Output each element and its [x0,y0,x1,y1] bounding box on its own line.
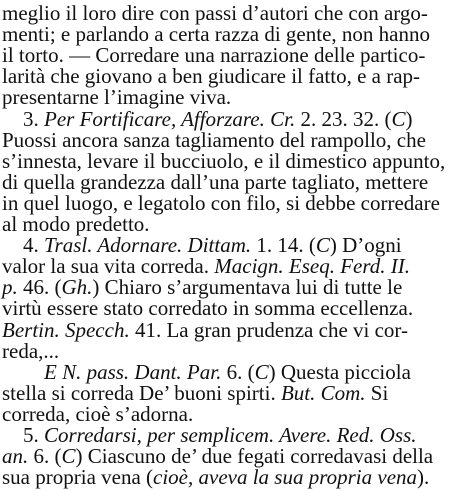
italic-span: Gh. [61,275,93,300]
text-span: 46. ( [17,275,62,300]
text-span: 4. [2,233,44,258]
italic-span: C [61,444,76,469]
text-span: correda, cioè s’adorna. [2,401,194,426]
italic-span: C [254,359,269,384]
text-span: il torto. — Corredare una narrazione delle partico- [2,43,426,68]
italic-span: Trasl. Adornare. Dittam. [44,233,252,258]
text-span: in quel luogo, e legatolo con filo, si debbe corredare [2,190,440,215]
text-line [2,319,472,342]
italic-span: p. [2,275,18,300]
text-span: 1. 14. ( [251,233,316,258]
text-span: presentarne l’imagine viva. [2,85,232,110]
text-span: Puossi ancora sanza tagliamento del rampollo, che [2,127,426,152]
text-span: ) [405,106,413,131]
text-span: ) Chiaro s’argumentava lui di tutte le [92,275,403,300]
italic-span: C [315,233,330,258]
italic-span: But. Com. [280,380,366,405]
text-span: ) Ciascuno de’ due fegati corredavasi della [75,444,434,469]
text-line [2,466,472,489]
text-span: reda,... [2,338,60,363]
text-span: ) Questa picciola [268,359,411,384]
text-span: valor la sua vita correda. [2,254,215,279]
text-span: ) D’ogni [329,233,402,258]
text-span: ). [417,465,430,490]
italic-span: Bertin. Specch. [2,317,130,342]
italic-span: E N. pass. Dant. Par. [44,359,222,384]
text-span: 2. 23. 32. ( [295,106,392,131]
text-span: stella si correda De’ buoni spirti. [2,380,281,405]
text-span: 3. [2,106,44,131]
text-span: meglio il loro dire con passi d’autori che con argo- [2,1,428,25]
text-span: sua propria vena ( [2,465,154,490]
italic-span: C [391,106,406,131]
text-span: 41. La gran prudenza che vi cor- [129,317,408,342]
italic-span: Per Fortificare, Afforzare. Cr. [44,106,296,131]
text-span: al modo predetto. [2,212,150,236]
text-span: menti; e parlando a certa razza di gente, non hanno [2,22,430,47]
italic-span: Macign. Eseq. Ferd. II. [214,254,410,279]
text-span: larità che giovano a ben giudicare il fatto, e a rap- [2,64,421,89]
text-span: s’innesta, levare il bucciuolo, e il dimestico appunto, [2,148,446,173]
text-span: 6. ( [221,359,255,384]
text-span: di quella grandezza dall’una parte tagliato, mettere [2,169,429,194]
text-span: 6. ( [28,444,62,469]
italic-span: an. [2,444,29,469]
text-span: Si [365,380,389,405]
text-span: virtù essere stato corredato in somma eccellenza. [2,296,414,321]
italic-span: Corredarsi, per semplicem. Avere. Red. Oss. [44,423,417,447]
text-span: 5. [2,423,44,447]
italic-span: cioè, aveva la sua propria vena [153,465,418,490]
